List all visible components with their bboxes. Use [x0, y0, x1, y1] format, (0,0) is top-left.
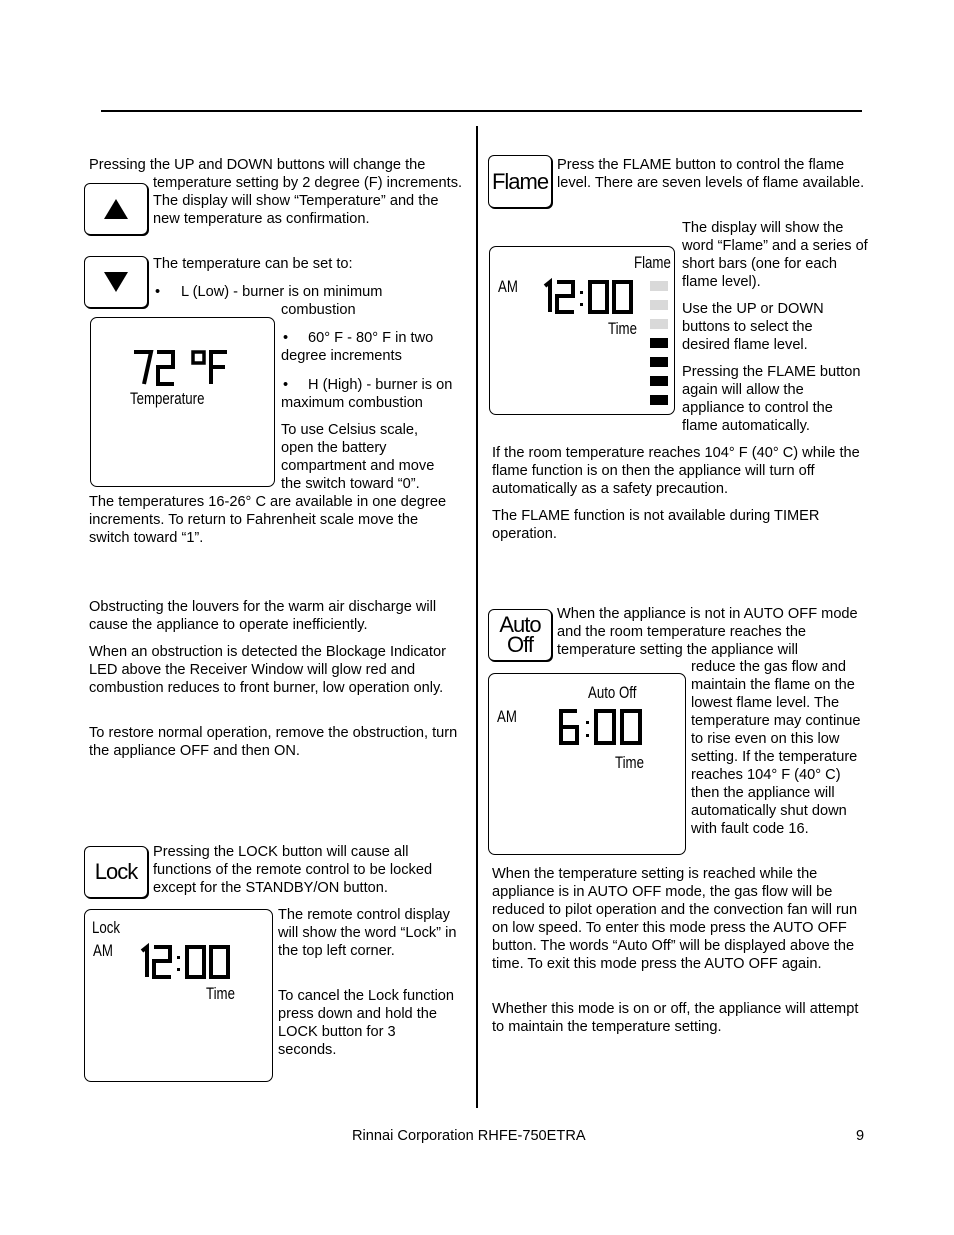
temperature-celsius: To use Celsius scale, open the battery compartment and move the switch toward “0”.: [281, 422, 435, 492]
flame-p5: If the room temperature reaches 104° F (40° C) while the flame function is on then the appliance will turn off automatically as a safety precaution.: [492, 445, 860, 497]
lock-display-label: Time: [206, 984, 235, 1003]
lock-p1: Pressing the LOCK button will cause all functions of the remote control to be locked except for the STANDBY/ON button.: [153, 844, 433, 896]
temperature-intro: Pressing the UP and DOWN buttons will change the: [89, 157, 426, 173]
lock-display: [84, 909, 273, 1082]
bullet-dot: •: [283, 330, 289, 346]
auto-off-display-top: Auto Off: [588, 683, 637, 702]
flame-display-label: Time: [608, 319, 637, 338]
autooff-p1-cont: reduce the gas flow and maintain the flame on the lowest flame level. The temperature may continue to rise even on this low setting. If the temperature reaches 104° F (40° C) then the appliance will automatically shut down with fault code 16.: [691, 659, 861, 837]
flame-bar: [650, 319, 668, 329]
flame-bar: [650, 281, 668, 291]
autooff-p1: When the appliance is not in AUTO OFF mode and the room temperature reaches the temperature setting the appliance will: [557, 606, 858, 658]
triangle-down-icon: [103, 271, 129, 293]
lock-display-am: AM: [93, 941, 113, 960]
lock-button[interactable]: [84, 846, 148, 898]
flame-display: [489, 246, 675, 415]
temperature-celsius-cont: The temperatures 16-26° C are available in one degree increments. To return to Fahrenheit scale move the switch toward “1”.: [89, 494, 447, 546]
up-button[interactable]: [84, 183, 148, 235]
auto-off-button[interactable]: [488, 609, 552, 661]
autooff-p3: Whether this mode is on or off, the appliance will attempt to maintain the temperature setting.: [492, 1001, 859, 1035]
flame-button[interactable]: [488, 155, 552, 208]
flame-p6: The FLAME function is not available during TIMER operation.: [492, 508, 820, 542]
auto-off-display-label: Time: [615, 753, 644, 772]
flame-button-label: Flame: [491, 168, 549, 194]
flame-p1: Press the FLAME button to control the flame level. There are seven levels of flame available.: [557, 157, 865, 191]
flame-display-time: [542, 279, 642, 315]
page-number: 9: [856, 1128, 865, 1144]
bullet-dot: •: [283, 377, 289, 393]
auto-off-button-line1: Auto: [499, 612, 541, 637]
temperature-intro-cont: temperature setting by 2 degree (F) increments. The display will show “Temperature” and the new temperature as confirmation.: [153, 175, 463, 227]
flame-bar: [650, 376, 668, 386]
flame-p3: Use the UP or DOWN buttons to select the desired flame level.: [682, 301, 824, 353]
blockage-p3: To restore normal operation, remove the obstruction, turn the appliance OFF and then ON.: [89, 725, 458, 759]
temperature-bullet-low: L (Low) - burner is on minimum: [181, 284, 383, 300]
temperature-display: [90, 317, 275, 487]
triangle-up-icon: [103, 198, 129, 220]
temperature-can-set: The temperature can be set to:: [153, 256, 353, 272]
flame-p4: Pressing the FLAME button again will allow the appliance to control the flame automatically.: [682, 364, 861, 434]
column-divider: [476, 126, 478, 1108]
blockage-p2: When an obstruction is detected the Blockage Indicator LED above the Receiver Window will glow red and combustion reduces to front burner, low operation only.: [89, 644, 446, 696]
lock-display-time: [139, 944, 239, 980]
header-rule: [101, 110, 862, 112]
flame-display-am: AM: [498, 277, 518, 296]
lock-p3: To cancel the Lock function press down and hold the LOCK button for 3 seconds.: [278, 988, 455, 1058]
lock-display-top: Lock: [92, 918, 121, 937]
flame-p2: The display will show the word “Flame” and a series of short bars (one for each flame level).: [682, 220, 868, 290]
auto-off-display-am: AM: [497, 707, 517, 726]
flame-bar: [650, 300, 668, 310]
autooff-p2: When the temperature setting is reached while the appliance is in AUTO OFF mode, the gas flow will be reduced to pilot operation and the convection fan will run on low speed. To enter this mode press the AUTO OFF button. The words “Auto Off” will be displayed above the time. To exit this mode press the AUTO OFF again.: [492, 866, 858, 972]
down-button[interactable]: [84, 256, 148, 308]
flame-bar: [650, 395, 668, 405]
auto-off-button-line2: Off: [507, 632, 533, 657]
lock-p2: The remote control display will show the word “Lock” in the top left corner.: [278, 907, 457, 959]
blockage-p1: Obstructing the louvers for the warm air discharge will cause the appliance to operate inefficiently.: [89, 599, 437, 633]
flame-bar: [650, 338, 668, 348]
lock-button-label: Lock: [94, 859, 138, 884]
temperature-bullet-high: H (High) - burner is on maximum combustion: [281, 377, 453, 411]
flame-level-bars: [650, 281, 670, 411]
flame-bar: [650, 357, 668, 367]
footer-text: Rinnai Corporation RHFE-750ETRA: [352, 1128, 586, 1144]
auto-off-display: [488, 673, 686, 855]
bullet-dot: •: [155, 284, 161, 300]
auto-off-display-time: [557, 708, 649, 748]
temperature-bullet-range: 60° F - 80° F in two degree increments: [281, 330, 434, 364]
temperature-digits: [131, 348, 241, 388]
flame-display-top: Flame: [634, 253, 671, 272]
temperature-bullet-low-cont: combustion: [281, 302, 356, 318]
temperature-display-label: Temperature: [130, 389, 205, 408]
